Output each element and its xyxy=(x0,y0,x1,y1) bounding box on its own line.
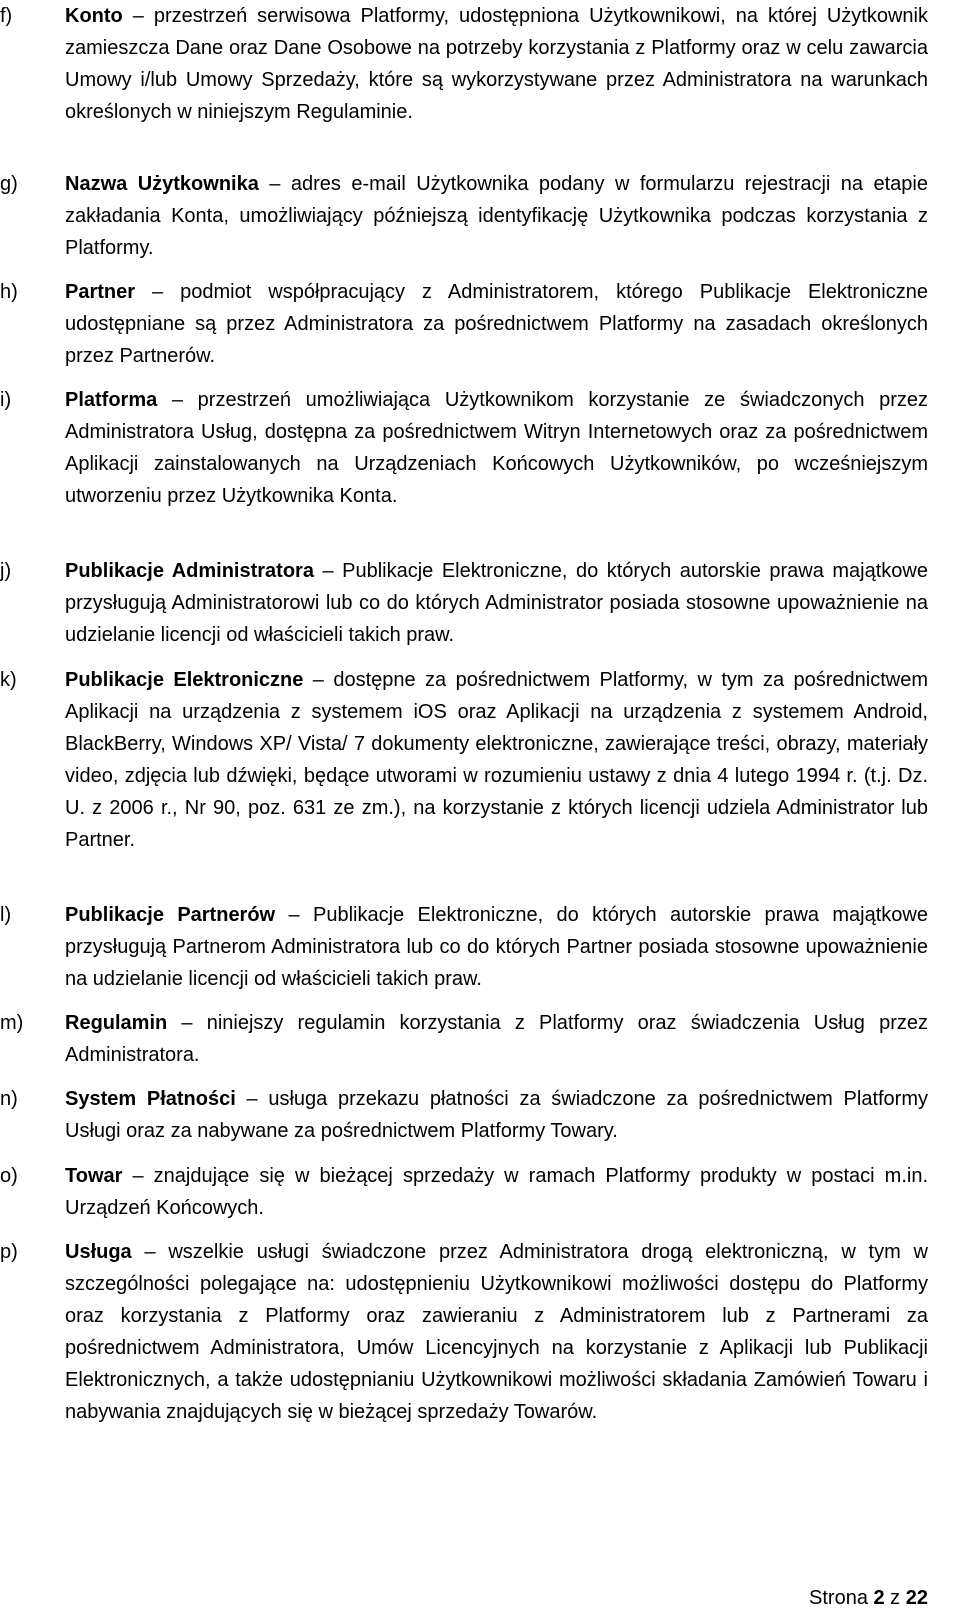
definition-body: – usługa przekazu płatności za świadczone za pośrednictwem Platformy Usługi oraz za nabywane za pośrednictwem Platformy Towary. xyxy=(65,1088,929,1142)
definition-term: Usługa xyxy=(65,1241,132,1263)
definition-letter: k) xyxy=(0,669,17,691)
page-number-prefix: Strona xyxy=(809,1587,874,1609)
definition-text xyxy=(65,555,928,651)
current-page-number: 2 xyxy=(873,1587,885,1609)
definition-body: – przestrzeń umożliwiająca Użytkownikom korzystanie ze świadczonych przez Administratora Usług, dostępna za pośrednictwem Witryn Internetowych oraz za pośrednictwem Aplikacji zainstalowanych na Urządzeniach Końcowych Użytkowników, po wcześniejszym utworzeniu przez Użytkownika Konta. xyxy=(65,389,928,507)
definition-term: Konto xyxy=(65,5,123,27)
definition-body: – dostępne za pośrednictwem Platformy, w tym za pośrednictwem Aplikacji na urządzenia z systemem iOS oraz Aplikacji na urządzenia z systemem Android, BlackBerry, Windows XP/ Vista/ 7 dokumenty elektroniczne, zawierające treści, obrazy, materiały video, zdjęcia lub dźwięki, będące utworami w rozumieniu ustawy z dnia 4 lutego 1994 r. (t.j. Dz. U. z 2006 r., Nr 90, poz. 631 ze zm.), na korzystanie z których licencji udziela Administrator lub Partner. xyxy=(65,669,928,851)
definition-text xyxy=(65,899,928,995)
definition-letter: n) xyxy=(0,1088,18,1110)
definition-body: – adres e-mail Użytkownika podany w formularzu rejestracji na etapie zakładania Konta, umożliwiający późniejszą identyfikację Użytkownika podczas korzystania z Platformy. xyxy=(65,173,928,259)
definition-term: Publikacje Elektroniczne xyxy=(65,669,304,691)
definition-body: – znajdujące się w bieżącej sprzedaży w ramach Platformy produkty w postaci m.in. Urządzeń Końcowych. xyxy=(65,1165,928,1219)
definition-body: – przestrzeń serwisowa Platformy, udostępniona Użytkownikowi, na której Użytkownik zamieszcza Dane oraz Dane Osobowe na potrzeby korzystania z Platformy oraz w celu zawarcia Umowy i/lub Umowy Sprzedaży, które są wykorzystywane przez Administratora na warunkach określonych w niniejszym Regulaminie. xyxy=(65,5,928,123)
definition-body: – podmiot współpracujący z Administratorem, którego Publikacje Elektroniczne udostępniane są przez Administratora za pośrednictwem Platformy na zasadach określonych przez Partnerów. xyxy=(65,281,928,367)
definition-term: Regulamin xyxy=(65,1012,168,1034)
definition-text xyxy=(65,1083,928,1147)
definition-term: Towar xyxy=(65,1165,123,1187)
definition-term: Publikacje Administratora xyxy=(65,560,314,582)
definition-text xyxy=(65,1236,928,1428)
page-number-footer xyxy=(809,1586,928,1610)
definition-text xyxy=(65,1007,928,1071)
page-number-separator: z xyxy=(884,1587,906,1609)
definition-text xyxy=(65,276,928,372)
definition-letter: j) xyxy=(0,560,12,582)
definition-body: – Publikacje Elektroniczne, do których autorskie prawa majątkowe przysługują Administratorowi lub co do których Administrator posiada stosowne upoważnienie na udzielanie licencji od właścicieli takich praw. xyxy=(65,560,928,646)
definition-letter: m) xyxy=(0,1012,24,1034)
definition-letter: i) xyxy=(0,389,12,411)
definition-term: Nazwa Użytkownika xyxy=(65,173,259,195)
definition-letter: p) xyxy=(0,1241,18,1263)
definition-term: Partner xyxy=(65,281,136,303)
definition-text xyxy=(65,384,928,512)
definition-text xyxy=(65,1160,928,1224)
definition-term: Platforma xyxy=(65,389,158,411)
definition-letter: g) xyxy=(0,173,18,195)
definition-text xyxy=(65,168,928,264)
definition-body: – niniejszy regulamin korzystania z Platformy oraz świadczenia Usług przez Administratora. xyxy=(65,1012,928,1066)
definition-body: – wszelkie usługi świadczone przez Administratora drogą elektroniczną, w tym w szczególności polegające na: udostępnieniu Użytkownikowi możliwości dostępu do Platformy oraz korzystania z Platformy oraz zawieraniu z Administratorem lub z Partnerami za pośrednictwem Administratora, Umów Licencyjnych na korzystanie z Aplikacji lub Publikacji Elektronicznych, a także udostępnianiu Użytkownikowi możliwości składania Zamówień Towaru i nabywania znajdujących się w bieżącej sprzedaży Towarów. xyxy=(65,1241,928,1423)
definition-text xyxy=(65,664,928,856)
definition-term: Publikacje Partnerów xyxy=(65,904,276,926)
definition-letter: l) xyxy=(0,904,12,926)
definition-letter: h) xyxy=(0,281,18,303)
definition-term: System Płatności xyxy=(65,1088,236,1110)
definition-body: – Publikacje Elektroniczne, do których autorskie prawa majątkowe przysługują Partnerom Administratora lub co do których Partner posiada stosowne upoważnienie na udzielanie licencji od właścicieli takich praw. xyxy=(65,904,928,990)
definition-letter: o) xyxy=(0,1165,18,1187)
definition-text xyxy=(65,0,928,128)
total-page-count: 22 xyxy=(905,1587,928,1609)
definition-letter: f) xyxy=(0,5,13,27)
